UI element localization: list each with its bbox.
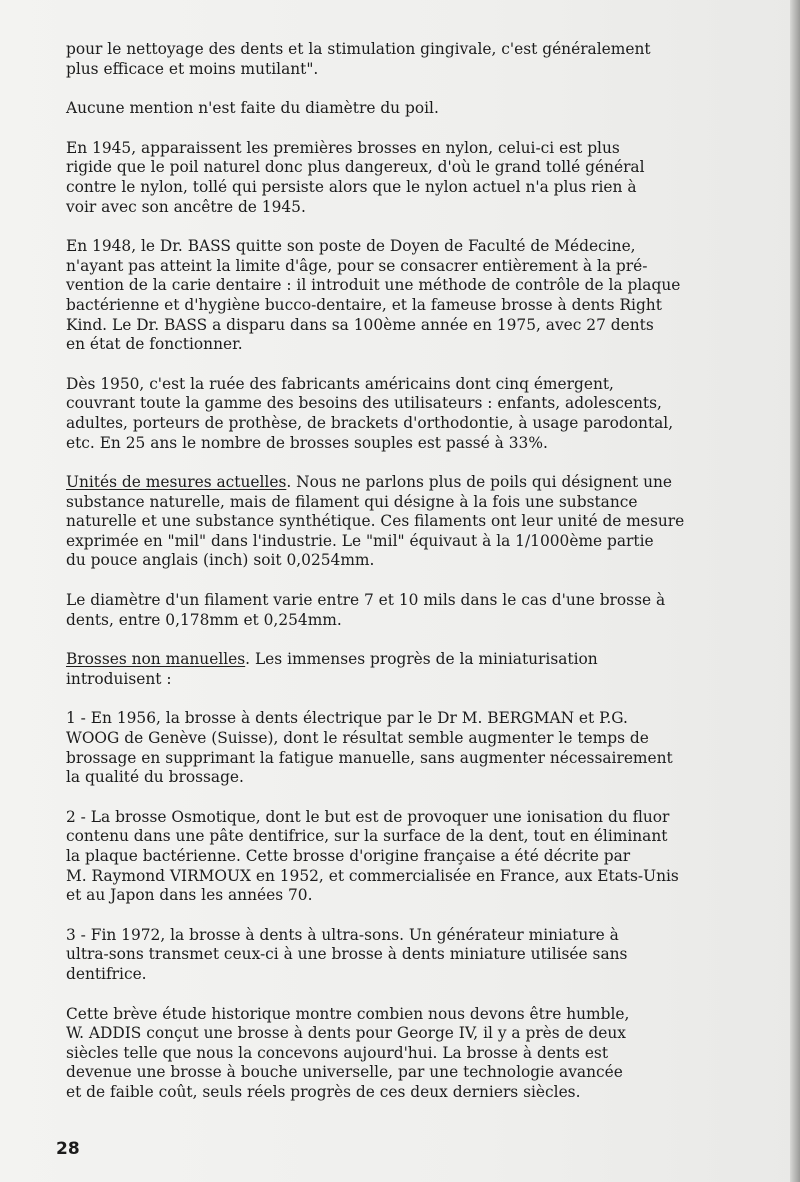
- paragraph-line: voir avec son ancêtre de 1945.: [66, 197, 306, 216]
- paragraph: [66, 99, 734, 119]
- paragraph-line: du pouce anglais (inch) soit 0,0254mm.: [66, 551, 375, 570]
- paragraph-line: En 1948, le Dr. BASS quitte son poste de Doyen de Faculté de Médecine,: [66, 237, 636, 256]
- paragraph-line: introduisent :: [66, 669, 172, 688]
- paragraph-line: pour le nettoyage des dents et la stimulation gingivale, c'est généralement: [66, 40, 651, 58]
- paragraph-line: couvrant toute la gamme des besoins des utilisateurs : enfants, adolescents,: [66, 394, 662, 413]
- paragraph-line: la plaque bactérienne. Cette brosse d'origine française a été décrite par: [66, 847, 631, 865]
- paragraph-line: dentifrice.: [66, 964, 147, 983]
- paragraph: [66, 709, 734, 787]
- paragraph-line: et au Japon dans les années 70.: [66, 886, 313, 905]
- paragraph-line: etc. En 25 ans le nombre de brosses souples est passé à 33%.: [66, 433, 548, 452]
- paragraph-line: M. Raymond VIRMOUX en 1952, et commercialisée en France, aux Etats-Unis: [66, 866, 679, 885]
- paragraph-line: dents, entre 0,178mm et 0,254mm.: [66, 610, 342, 629]
- paragraph-line: WOOG de Genève (Suisse), dont le résultat semble augmenter le temps de: [66, 729, 649, 748]
- paragraph-line: Aucune mention n'est faite du diamètre du poil.: [66, 99, 439, 118]
- paragraph: [66, 591, 734, 630]
- paragraph: [66, 40, 734, 79]
- page-spine-shadow: [790, 0, 800, 1182]
- paragraph-line: ultra-sons transmet ceux-ci à une brosse à dents miniature utilisée sans: [66, 945, 628, 964]
- paragraph-line: Kind. Le Dr. BASS a disparu dans sa 100ème année en 1975, avec 27 dents: [66, 315, 654, 334]
- paragraph-line: plus efficace et moins mutilant".: [66, 59, 319, 78]
- paragraph-line: brossage en supprimant la fatigue manuelle, sans augmenter nécessairement: [66, 748, 673, 767]
- paragraph-line: contre le nylon, tollé qui persiste alors que le nylon actuel n'a plus rien à: [66, 177, 637, 196]
- paragraph-line: naturelle et une substance synthétique. Ces filaments ont leur unité de mesure: [66, 512, 685, 531]
- paragraph-line: siècles telle que nous la concevons aujourd'hui. La brosse à dents est: [66, 1043, 609, 1062]
- paragraph-line: la qualité du brossage.: [66, 768, 244, 787]
- page-number: 28: [56, 1139, 80, 1159]
- paragraph-line: substance naturelle, mais de filament qui désigne à la fois une substance: [66, 492, 638, 511]
- heading-continuation: . Les immenses progrès de la miniaturisation: [245, 650, 598, 669]
- section-heading: Unités de mesures actuelles: [66, 473, 287, 492]
- paragraph: [66, 926, 734, 985]
- paragraph: [66, 375, 734, 453]
- paragraph: [66, 808, 734, 906]
- paragraph-line: en état de fonctionner.: [66, 335, 243, 354]
- paragraph-line: exprimée en "mil" dans l'industrie. Le "mil" équivaut à la 1/1000ème partie: [66, 531, 654, 550]
- section-heading: Brosses non manuelles: [66, 650, 246, 669]
- heading-continuation: . Nous ne parlons plus de poils qui désignent une: [286, 473, 673, 492]
- paragraph-line: Dès 1950, c'est la ruée des fabricants américains dont cinq émergent,: [66, 374, 614, 393]
- paragraph-line: [66, 473, 734, 493]
- paragraph: [66, 1005, 734, 1103]
- paragraph-line: 1 - En 1956, la brosse à dents électrique par le Dr M. BERGMAN et P.G.: [66, 709, 628, 728]
- paragraph-line: vention de la carie dentaire : il introduit une méthode de contrôle de la plaque: [66, 276, 681, 295]
- paragraph-line: contenu dans une pâte dentifrice, sur la surface de la dent, tout en éliminant: [66, 827, 668, 846]
- paragraph: [66, 650, 734, 689]
- paragraph-line: et de faible coût, seuls réels progrès de ces deux derniers siècles.: [66, 1082, 581, 1101]
- paragraph-line: W. ADDIS conçut une brosse à dents pour George IV, il y a près de deux: [66, 1024, 626, 1043]
- paragraph-line: bactérienne et d'hygiène bucco-dentaire, et la fameuse brosse à dents Right: [66, 295, 662, 314]
- paragraph-line: 2 - La brosse Osmotique, dont le but est de provoquer une ionisation du fluor: [66, 807, 670, 826]
- paragraph-line: adultes, porteurs de prothèse, de brackets d'orthodontie, à usage parodontal,: [66, 413, 674, 432]
- body-text: [66, 40, 734, 1123]
- paragraph-line: devenue une brosse à bouche universelle, par une technologie avancée: [66, 1063, 623, 1082]
- paragraph-line: Cette brève étude historique montre combien nous devons être humble,: [66, 1004, 630, 1023]
- paragraph-line: 3 - Fin 1972, la brosse à dents à ultra-sons. Un générateur miniature à: [66, 925, 619, 944]
- paragraph: [66, 237, 734, 355]
- paragraph: [66, 473, 734, 571]
- paragraph-line: En 1945, apparaissent les premières brosses en nylon, celui-ci est plus: [66, 138, 620, 157]
- paragraph-line: rigide que le poil naturel donc plus dangereux, d'où le grand tollé général: [66, 158, 645, 177]
- paragraph-line: Le diamètre d'un filament varie entre 7 et 10 mils dans le cas d'une brosse à: [66, 591, 666, 610]
- paragraph: [66, 139, 734, 217]
- paragraph-line: [66, 650, 734, 670]
- paragraph-line: n'ayant pas atteint la limite d'âge, pour se consacrer entièrement à la pré-: [66, 256, 648, 275]
